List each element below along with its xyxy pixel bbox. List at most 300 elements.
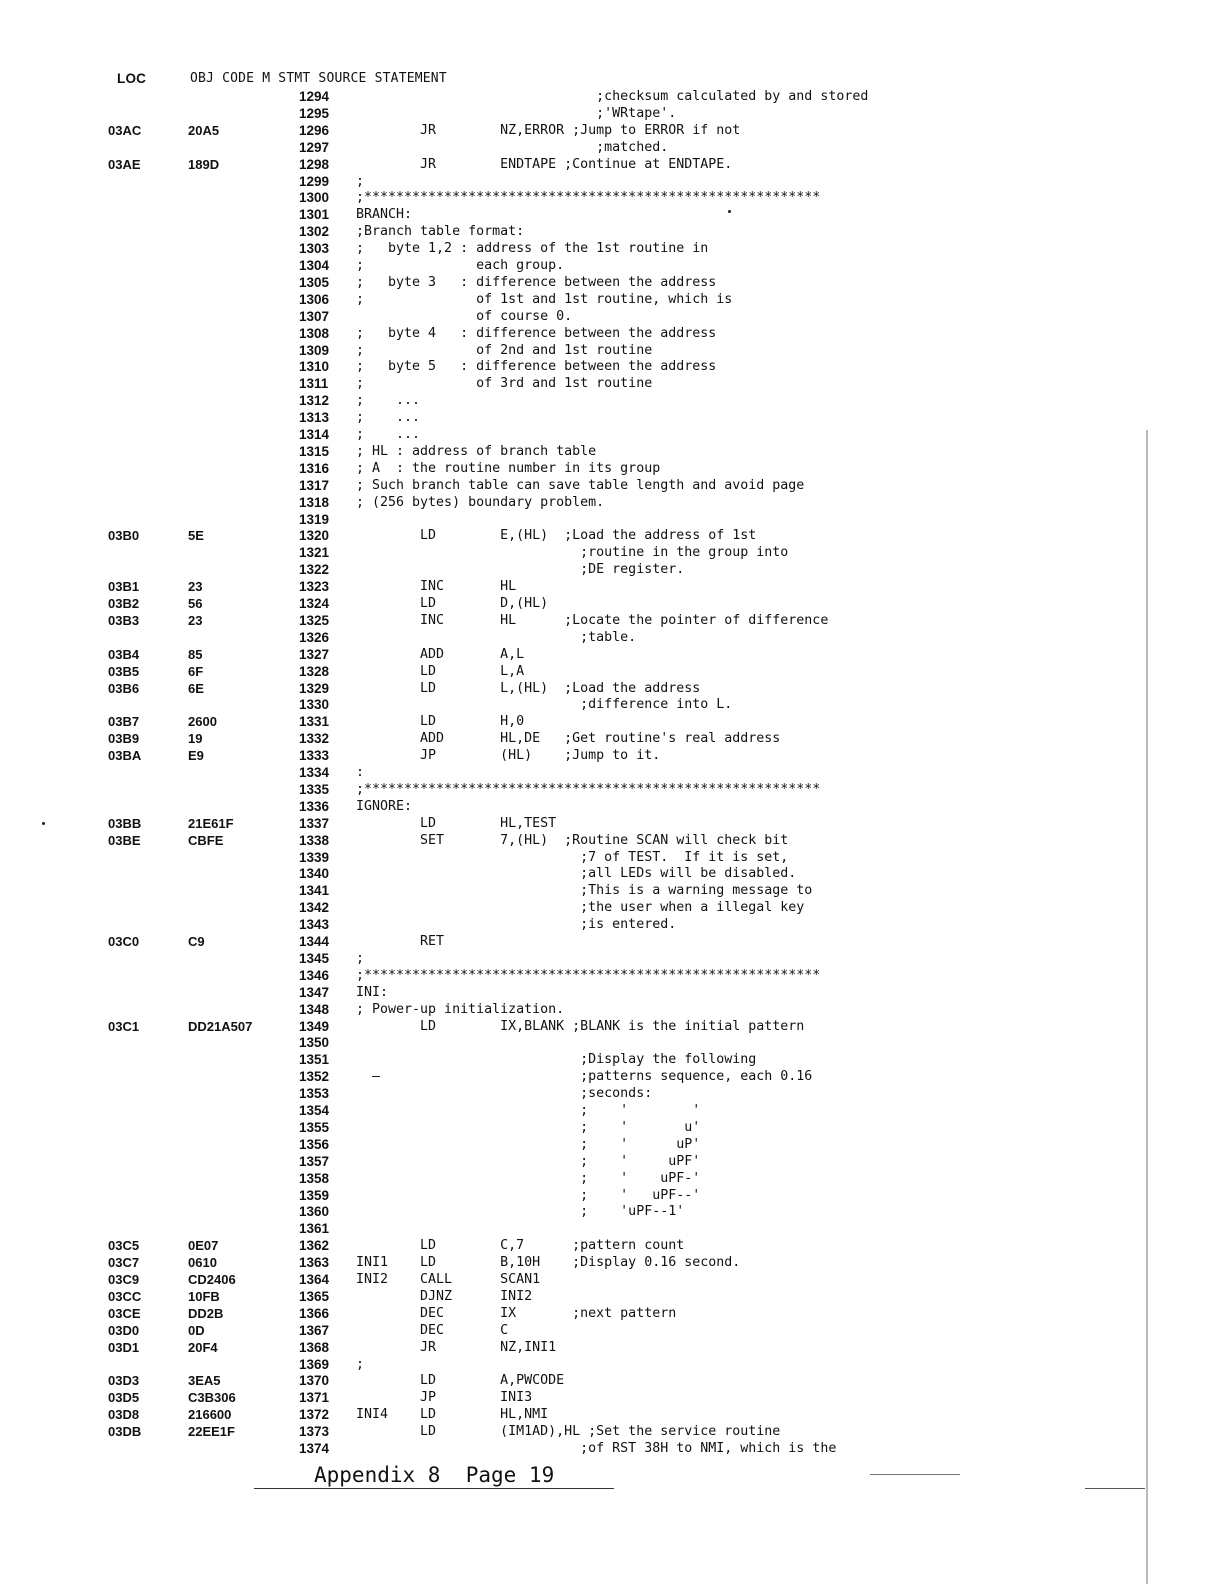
statement-number: 1356 (299, 1136, 330, 1152)
source-statement: LD H,0 (356, 714, 525, 730)
statement-number: 1323 (299, 579, 330, 595)
statement-number: 1299 (299, 173, 330, 189)
source-statement: ; ... (356, 393, 421, 409)
listing-row (0, 274, 1224, 291)
listing-row (0, 392, 1224, 409)
statement-number: 1363 (299, 1255, 330, 1271)
object-code: 5E (188, 528, 204, 544)
statement-number: 1304 (299, 258, 330, 273)
listing-row (0, 663, 1224, 680)
source-statement: ;********************************************************* (356, 190, 821, 206)
statement-number: 1374 (299, 1441, 330, 1456)
source-statement: INC HL (356, 579, 517, 595)
statement-number: 1324 (299, 596, 330, 611)
source-statement: ;DE register. (356, 562, 685, 578)
statement-number: 1330 (299, 697, 330, 713)
address: 03C7 (108, 1255, 140, 1271)
listing-row (0, 561, 1224, 578)
statement-number: 1310 (299, 359, 330, 375)
source-statement: LD (IM1AD),HL ;Set the service routine (356, 1424, 781, 1440)
statement-number: 1353 (299, 1086, 330, 1102)
listing-row (0, 325, 1224, 342)
source-statement: DEC IX ;next pattern (356, 1305, 677, 1321)
source-statement: INI1 LD B,10H ;Display 0.16 second. (356, 1255, 741, 1271)
source-statement: ;difference into L. (356, 697, 733, 713)
listing-row (0, 713, 1224, 730)
listing-row (0, 257, 1224, 274)
listing-row (0, 798, 1224, 815)
statement-number: 1308 (299, 325, 330, 341)
statement-number: 1297 (299, 139, 330, 155)
listing-row (0, 139, 1224, 156)
source-statement: SET 7,(HL) ;Routine SCAN will check bit (356, 832, 789, 848)
source-statement: ;of RST 38H to NMI, which is the (356, 1441, 837, 1456)
listing-row (0, 1187, 1224, 1204)
object-code: 2600 (188, 714, 217, 730)
source-statement: ; ' u' (356, 1119, 701, 1135)
listing-row (0, 88, 1224, 105)
statement-number: 1365 (299, 1288, 330, 1304)
object-code: CBFE (188, 832, 224, 848)
statement-number: 1327 (299, 646, 330, 662)
statement-number: 1332 (299, 731, 330, 747)
statement-number: 1325 (299, 612, 330, 628)
listing-row (0, 460, 1224, 477)
statement-number: 1357 (299, 1153, 330, 1169)
statement-number: 1295 (299, 105, 330, 121)
address: 03D0 (108, 1322, 140, 1338)
listing-row (0, 1085, 1224, 1102)
listing-row (0, 899, 1224, 916)
listing-row (0, 680, 1224, 697)
listing-row (0, 1237, 1224, 1254)
object-code: DD21A507 (188, 1018, 253, 1034)
statement-number: 1296 (299, 122, 330, 138)
statement-number: 1339 (299, 849, 330, 865)
statement-number: 1329 (299, 680, 330, 696)
source-statement: JR ENDTAPE ;Continue at ENDTAPE. (356, 156, 733, 172)
listing-row (0, 1322, 1224, 1339)
object-code: 21E61F (188, 815, 234, 831)
statement-number: 1360 (299, 1204, 330, 1220)
object-code: 3EA5 (188, 1373, 221, 1389)
source-statement: ; byte 4 : difference between the address (356, 325, 717, 341)
source-statement: ;7 of TEST. If it is set, (356, 849, 789, 865)
source-statement: ; byte 3 : difference between the address (356, 274, 717, 290)
source-statement: ; Such branch table can save table length and avoid page (356, 477, 805, 493)
source-statement: ; ' uPF--' (356, 1187, 701, 1203)
source-statement: ; (356, 173, 365, 189)
object-code: 20A5 (188, 122, 220, 138)
source-statement: LD D,(HL) (356, 596, 549, 611)
listing-row (0, 967, 1224, 984)
source-statement: ; (356, 1356, 365, 1372)
source-statement: IGNORE: (356, 798, 413, 814)
source-statement: ; A : the routine number in its group (356, 460, 661, 476)
source-statement: INI4 LD HL,NMI (356, 1407, 549, 1423)
listing-row (0, 1034, 1224, 1051)
listing-row (0, 764, 1224, 781)
object-code: 20F4 (188, 1339, 218, 1355)
object-code: 22EE1F (188, 1424, 235, 1440)
listing-row (0, 223, 1224, 240)
listing-row (0, 730, 1224, 747)
source-statement: ; ' uPF-' (356, 1170, 701, 1186)
statement-number: 1301 (299, 207, 330, 223)
listing-row (0, 409, 1224, 426)
scan-speck (728, 210, 731, 213)
source-statement: of course 0. (356, 308, 573, 324)
statement-number: 1345 (299, 950, 330, 966)
statement-number: 1315 (299, 443, 330, 459)
listing-row (0, 747, 1224, 764)
address: 03CE (108, 1305, 141, 1321)
object-code: E9 (188, 748, 204, 764)
listing-row (0, 291, 1224, 308)
address: 03BA (108, 748, 142, 764)
listing-row (0, 1001, 1224, 1018)
listing-row (0, 1423, 1224, 1440)
listing-row (0, 358, 1224, 375)
statement-number: 1319 (299, 511, 330, 527)
column-header-rest: OBJ CODE M STMT SOURCE STATEMENT (190, 71, 447, 86)
statement-number: 1372 (299, 1407, 330, 1423)
source-statement: INC HL ;Locate the pointer of difference (356, 612, 829, 628)
statement-number: 1350 (299, 1035, 330, 1051)
listing-row (0, 916, 1224, 933)
source-statement: ; ... (356, 427, 421, 442)
listing-row (0, 1220, 1224, 1237)
statement-number: 1307 (299, 308, 330, 324)
source-statement: LD A,PWCODE (356, 1373, 565, 1389)
statement-number: 1306 (299, 291, 330, 307)
source-statement: ; each group. (356, 258, 565, 273)
listing-row (0, 206, 1224, 223)
footer-page-label: Appendix 8 Page 19 (314, 1463, 555, 1487)
source-statement: ;routine in the group into (356, 545, 789, 561)
statement-number: 1341 (299, 883, 330, 899)
listing-row (0, 1271, 1224, 1288)
listing-row (0, 933, 1224, 950)
source-statement: LD IX,BLANK ;BLANK is the initial pattern (356, 1018, 805, 1034)
source-statement: ;This is a warning message to (356, 883, 813, 899)
source-statement: ; HL : address of branch table (356, 443, 597, 459)
address: 03D8 (108, 1407, 140, 1423)
statement-number: 1305 (299, 274, 330, 290)
object-code: 85 (188, 646, 203, 662)
listing-row (0, 1119, 1224, 1136)
statement-number: 1369 (299, 1356, 330, 1372)
statement-number: 1300 (299, 190, 330, 206)
statement-number: 1346 (299, 967, 330, 983)
address: 03BE (108, 832, 141, 848)
statement-number: 1361 (299, 1221, 330, 1237)
source-statement: ; byte 5 : difference between the address (356, 359, 717, 375)
footer-underline (254, 1488, 614, 1489)
page-footer (254, 1463, 634, 1493)
listing-row (0, 1339, 1224, 1356)
listing-row (0, 544, 1224, 561)
address: 03B9 (108, 731, 140, 747)
address: 03D5 (108, 1390, 140, 1406)
object-code: CD2406 (188, 1272, 236, 1287)
listing-row (0, 1170, 1224, 1187)
listing-row (0, 1203, 1224, 1220)
statement-number: 1334 (299, 765, 330, 780)
statement-number: 1317 (299, 477, 330, 493)
listing-row (0, 189, 1224, 206)
address: 03AE (108, 156, 141, 172)
source-statement: ; of 2nd and 1st routine (356, 342, 653, 358)
listing-row (0, 1051, 1224, 1068)
source-statement: ;is entered. (356, 917, 677, 933)
address: 03CC (108, 1288, 142, 1304)
statement-number: 1340 (299, 866, 330, 882)
object-code: 10FB (188, 1288, 220, 1304)
listing-row (0, 1288, 1224, 1305)
address: 03B4 (108, 646, 140, 662)
address: 03B5 (108, 663, 140, 679)
source-statement: ;********************************************************* (356, 781, 821, 797)
listing-row (0, 342, 1224, 359)
address: 03C9 (108, 1272, 140, 1287)
source-statement: LD E,(HL) ;Load the address of 1st (356, 528, 757, 544)
source-statement: LD C,7 ;pattern count (356, 1238, 685, 1254)
statement-number: 1311 (299, 376, 329, 392)
statement-number: 1314 (299, 427, 330, 442)
source-statement: BRANCH: (356, 207, 413, 223)
listing-row (0, 308, 1224, 325)
source-statement: ;Branch table format: (356, 224, 525, 240)
statement-number: 1358 (299, 1170, 330, 1186)
address: 03B3 (108, 612, 140, 628)
source-statement: ; (256 bytes) boundary problem. (356, 494, 605, 510)
listing-row (0, 1254, 1224, 1271)
statement-number: 1359 (299, 1187, 330, 1203)
listing-row (0, 477, 1224, 494)
object-code: 19 (188, 731, 203, 747)
source-statement: ; Power-up initialization. (356, 1001, 565, 1017)
address: 03B0 (108, 528, 140, 544)
statement-number: 1298 (299, 156, 330, 172)
source-statement: ; byte 1,2 : address of the 1st routine in (356, 241, 709, 257)
statement-number: 1322 (299, 562, 330, 578)
address: 03DB (108, 1424, 142, 1440)
listing-row (0, 173, 1224, 190)
statement-number: 1302 (299, 224, 330, 240)
column-header-loc: LOC (117, 71, 147, 86)
source-statement: ;all LEDs will be disabled. (356, 866, 797, 882)
statement-number: 1326 (299, 629, 330, 645)
object-code: DD2B (188, 1305, 224, 1321)
object-code: 23 (188, 579, 203, 595)
listing-row (0, 105, 1224, 122)
statement-number: 1309 (299, 342, 330, 358)
statement-number: 1366 (299, 1305, 330, 1321)
listing-row (0, 832, 1224, 849)
statement-number: 1343 (299, 917, 330, 933)
scan-margin-line (1146, 430, 1148, 1584)
source-statement: ; ' ' (356, 1103, 701, 1118)
listing-row (0, 1406, 1224, 1423)
statement-number: 1336 (299, 798, 330, 814)
statement-number: 1316 (299, 460, 330, 476)
address: 03BB (108, 815, 142, 831)
listing-row (0, 122, 1224, 139)
source-statement: ;matched. (356, 139, 669, 155)
statement-number: 1371 (299, 1390, 330, 1406)
listing-row (0, 1068, 1224, 1085)
listing-row (0, 1389, 1224, 1406)
object-code: 23 (188, 612, 203, 628)
source-statement: ; (356, 950, 365, 966)
statement-number: 1335 (299, 781, 330, 797)
listing-row (0, 1305, 1224, 1322)
statement-number: 1370 (299, 1373, 330, 1389)
listing-row (0, 1372, 1224, 1389)
scan-speck (42, 822, 45, 825)
source-statement: ADD A,L (356, 646, 525, 662)
source-statement: JR NZ,ERROR ;Jump to ERROR if not (356, 122, 741, 138)
source-statement: LD L,A (356, 663, 525, 679)
listing-row (0, 781, 1224, 798)
listing-row (0, 426, 1224, 443)
address: 03B1 (108, 579, 140, 595)
address: 03C1 (108, 1018, 140, 1034)
source-statement: ADD HL,DE ;Get routine's real address (356, 731, 781, 747)
listing-row (0, 849, 1224, 866)
source-statement: JP (HL) ;Jump to it. (356, 748, 661, 764)
object-code: 216600 (188, 1407, 232, 1423)
listing-row (0, 950, 1224, 967)
source-statement: ; of 1st and 1st routine, which is (356, 291, 733, 307)
statement-number: 1373 (299, 1424, 330, 1440)
source-statement: ;********************************************************* (356, 967, 821, 983)
address: 03C5 (108, 1238, 140, 1254)
source-statement: — ;patterns sequence, each 0.16 (356, 1069, 813, 1085)
object-code: C9 (188, 934, 205, 949)
statement-number: 1354 (299, 1103, 330, 1118)
listing-row (0, 865, 1224, 882)
source-statement: RET (356, 934, 445, 949)
statement-number: 1331 (299, 714, 330, 730)
source-statement: ;seconds: (356, 1086, 653, 1102)
listing-row (0, 1153, 1224, 1170)
address: 03AC (108, 122, 142, 138)
statement-number: 1347 (299, 984, 330, 1000)
statement-number: 1355 (299, 1119, 330, 1135)
source-statement: ; ... (356, 410, 421, 426)
listing-row (0, 443, 1224, 460)
statement-number: 1352 (299, 1069, 330, 1085)
statement-number: 1344 (299, 934, 330, 949)
statement-number: 1333 (299, 748, 330, 764)
listing-row (0, 156, 1224, 173)
address: 03D1 (108, 1339, 140, 1355)
object-code: 6F (188, 663, 204, 679)
scan-mark (870, 1474, 960, 1475)
source-statement: ; ' uP' (356, 1136, 701, 1152)
source-statement: ; ' uPF' (356, 1153, 701, 1169)
statement-number: 1351 (299, 1052, 330, 1068)
object-code: 0D (188, 1322, 205, 1338)
source-statement: ; of 3rd and 1st routine (356, 376, 653, 392)
statement-number: 1368 (299, 1339, 330, 1355)
address: 03C0 (108, 934, 140, 949)
listing-row (0, 1136, 1224, 1153)
address: 03D3 (108, 1373, 140, 1389)
statement-number: 1364 (299, 1272, 330, 1287)
source-statement: INI2 CALL SCAN1 (356, 1272, 541, 1287)
listing-row (0, 595, 1224, 612)
statement-number: 1367 (299, 1322, 330, 1338)
object-code: C3B306 (188, 1390, 236, 1406)
source-statement: DJNZ INI2 (356, 1288, 533, 1304)
listing-row (0, 1440, 1224, 1457)
listing-row (0, 494, 1224, 511)
statement-number: 1312 (299, 393, 330, 409)
listing-row (0, 578, 1224, 595)
statement-number: 1349 (299, 1018, 330, 1034)
listing-row (0, 527, 1224, 544)
statement-number: 1320 (299, 528, 330, 544)
statement-number: 1337 (299, 815, 330, 831)
statement-number: 1328 (299, 663, 330, 679)
scan-mark (1085, 1488, 1145, 1489)
source-statement: DEC C (356, 1322, 509, 1338)
source-statement: INI: (356, 984, 389, 1000)
object-code: 189D (188, 156, 220, 172)
listing-row (0, 815, 1224, 832)
source-statement: JR NZ,INI1 (356, 1339, 557, 1355)
source-statement: ;table. (356, 629, 637, 645)
listing-row (0, 612, 1224, 629)
listing-row (0, 1356, 1224, 1373)
object-code: 0E07 (188, 1238, 219, 1254)
listing-row (0, 646, 1224, 663)
listing-row (0, 882, 1224, 899)
statement-number: 1294 (299, 89, 330, 104)
listing-row (0, 1102, 1224, 1119)
source-statement: LD HL,TEST (356, 815, 557, 831)
source-statement: : (356, 765, 365, 780)
statement-number: 1303 (299, 241, 330, 257)
statement-number: 1342 (299, 900, 330, 916)
statement-number: 1338 (299, 832, 330, 848)
object-code: 0610 (188, 1255, 217, 1271)
source-statement: ;Display the following (356, 1052, 757, 1068)
listing-row (0, 984, 1224, 1001)
statement-number: 1348 (299, 1001, 330, 1017)
statement-number: 1313 (299, 410, 330, 426)
object-code: 56 (188, 596, 203, 611)
source-statement: LD L,(HL) ;Load the address (356, 680, 701, 696)
source-statement: ;checksum calculated by and stored (356, 89, 869, 104)
listing-row (0, 240, 1224, 257)
listing-row (0, 629, 1224, 646)
listing-row (0, 1018, 1224, 1035)
address: 03B7 (108, 714, 140, 730)
listing-row (0, 696, 1224, 713)
statement-number: 1318 (299, 494, 330, 510)
object-code: 6E (188, 680, 204, 696)
source-statement: ;'WRtape'. (356, 105, 677, 121)
listing-row (0, 511, 1224, 528)
source-statement: ;the user when a illegal key (356, 900, 805, 916)
statement-number: 1321 (299, 545, 330, 561)
statement-number: 1362 (299, 1238, 330, 1254)
source-statement: JP INI3 (356, 1390, 533, 1406)
